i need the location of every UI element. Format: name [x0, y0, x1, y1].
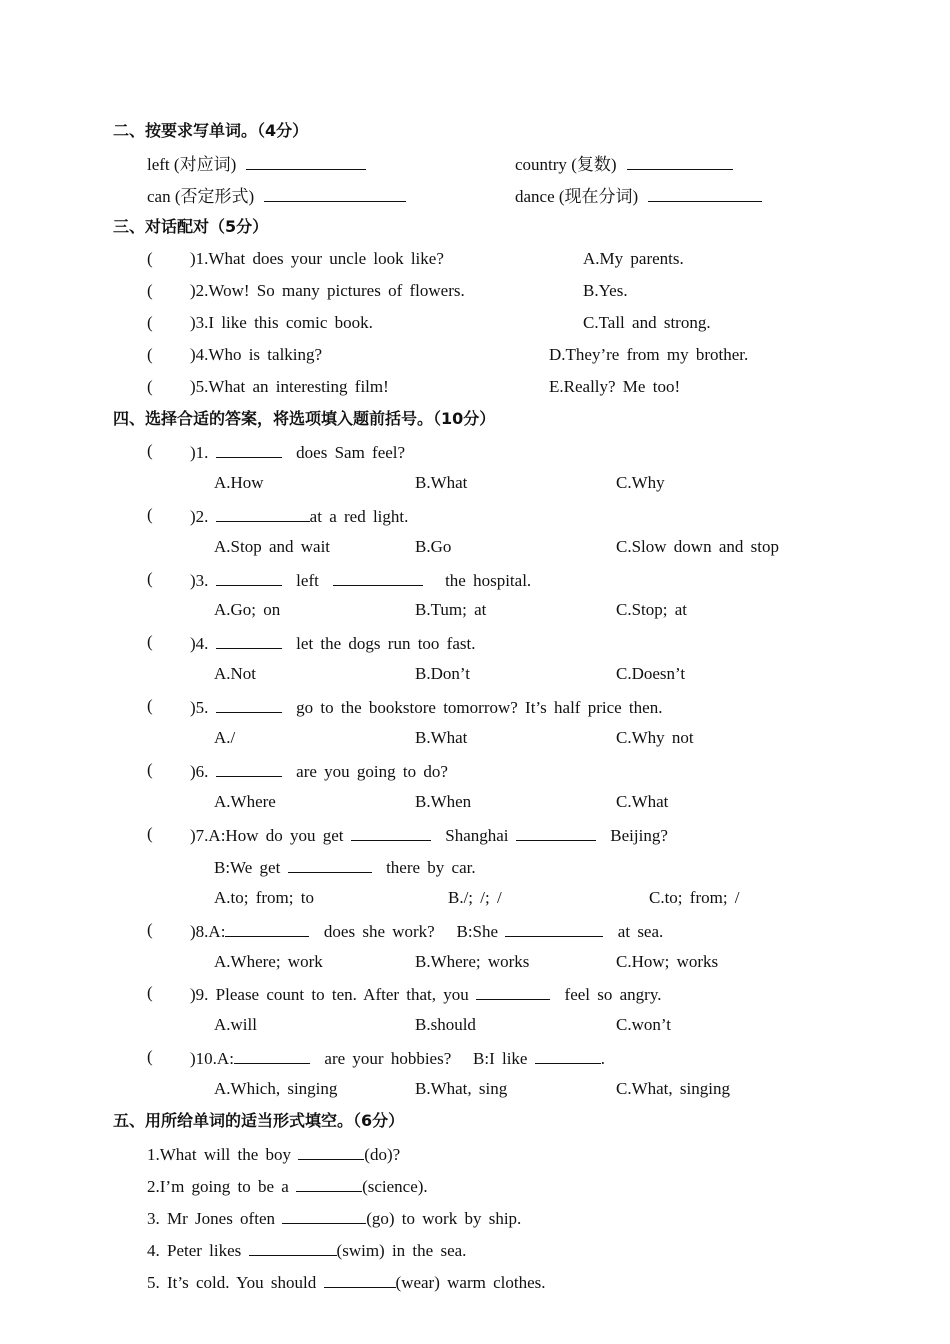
answer-blank[interactable]	[333, 568, 423, 586]
s3-answer-a: A.My parents.	[583, 249, 684, 268]
s4-q4: )4. let the dogs run too fast.	[190, 631, 475, 655]
s4-q3-opt-b: B.Tum; at	[415, 600, 487, 619]
paren-open[interactable]: (	[147, 824, 153, 843]
answer-blank[interactable]	[351, 823, 431, 841]
paren-open[interactable]: (	[147, 632, 153, 651]
section3-title: 三、对话配对（5分）	[113, 217, 269, 236]
answer-blank[interactable]	[216, 631, 282, 649]
paren-open[interactable]: (	[147, 983, 153, 1002]
s4-q10: )10.A: are your hobbies? B:I like .	[190, 1046, 605, 1070]
s4-q10-opt-a: A.Which, singing	[214, 1079, 338, 1098]
s4-q9-opt-a: A.will	[214, 1015, 257, 1034]
answer-blank[interactable]	[627, 152, 733, 170]
s4-q6-opt-a: A.Where	[214, 792, 276, 811]
s4-q10-opt-c: C.What, singing	[616, 1079, 730, 1098]
paren-open[interactable]: (	[147, 569, 153, 588]
answer-blank[interactable]	[476, 982, 550, 1000]
answer-blank[interactable]	[648, 184, 762, 202]
s4-q9-opt-b: B.should	[415, 1015, 476, 1034]
section2-title: 二、按要求写单词。（4分）	[113, 121, 309, 140]
s4-q1-opt-a: A.How	[214, 473, 264, 492]
answer-blank[interactable]	[225, 919, 309, 937]
s3-question-5: )5.What an interesting film!	[190, 377, 389, 396]
paren-open[interactable]: (	[147, 1047, 153, 1066]
answer-blank[interactable]	[216, 568, 282, 586]
section4-title: 四、选择合适的答案，将选项填入题前括号。（10分）	[113, 409, 496, 428]
s4-q4-opt-b: B.Don’t	[415, 664, 470, 683]
s4-q10-opt-b: B.What, sing	[415, 1079, 508, 1098]
s4-q7-line2: B:We get there by car.	[214, 855, 476, 879]
answer-blank[interactable]	[505, 919, 603, 937]
paren-open[interactable]: (	[147, 760, 153, 779]
answer-blank[interactable]	[216, 759, 282, 777]
s3-question-4: )4.Who is talking?	[190, 345, 323, 364]
s2-item-can: can (否定形式)	[147, 184, 406, 208]
s5-item-4: 4. Peter likes (swim) in the sea.	[147, 1238, 466, 1262]
s4-q8-opt-c: C.How; works	[616, 952, 719, 971]
s4-q8-opt-a: A.Where; work	[214, 952, 323, 971]
answer-blank[interactable]	[535, 1046, 601, 1064]
answer-blank[interactable]	[216, 695, 282, 713]
s4-q4-opt-a: A.Not	[214, 664, 257, 683]
s2-item-dance: dance (现在分词)	[515, 184, 762, 208]
s4-q3-opt-c: C.Stop; at	[616, 600, 688, 619]
s4-q1-opt-c: C.Why	[616, 473, 665, 492]
section5-title: 五、用所给单词的适当形式填空。（6分）	[113, 1111, 405, 1130]
s4-q1: )1. does Sam feel?	[190, 440, 405, 464]
paren-open[interactable]: (	[147, 313, 153, 332]
s4-q2-opt-b: B.Go	[415, 537, 452, 556]
s4-q4-opt-c: C.Doesn’t	[616, 664, 686, 683]
s4-q9: )9. Please count to ten. After that, you feel so angry.	[190, 982, 662, 1006]
answer-blank[interactable]	[282, 1206, 366, 1224]
answer-blank[interactable]	[324, 1270, 396, 1288]
s5-item-1: 1.What will the boy (do)?	[147, 1142, 400, 1166]
s4-q8-opt-b: B.Where; works	[415, 952, 530, 971]
s4-q7-opt-c: C.to; from; /	[649, 888, 740, 907]
s4-q7-opt-a: A.to; from; to	[214, 888, 314, 907]
s3-answer-c: C.Tall and strong.	[583, 313, 711, 332]
answer-blank[interactable]	[216, 504, 310, 522]
answer-blank[interactable]	[296, 1174, 362, 1192]
s4-q7: )7.A:How do you get Shanghai Beijing?	[190, 823, 668, 847]
s3-answer-b: B.Yes.	[583, 281, 628, 300]
s4-q8: )8.A: does she work? B:She at sea.	[190, 919, 663, 943]
s4-q6: )6. are you going to do?	[190, 759, 448, 783]
paren-open[interactable]: (	[147, 505, 153, 524]
answer-blank[interactable]	[246, 152, 366, 170]
s4-q6-opt-b: B.When	[415, 792, 472, 811]
paren-open[interactable]: (	[147, 345, 153, 364]
paren-open[interactable]: (	[147, 377, 153, 396]
s3-answer-d: D.They’re from my brother.	[549, 345, 749, 364]
answer-blank[interactable]	[249, 1238, 337, 1256]
s4-q2-opt-a: A.Stop and wait	[214, 537, 331, 556]
s4-q3-opt-a: A.Go; on	[214, 600, 281, 619]
s5-item-2: 2.I’m going to be a (science).	[147, 1174, 428, 1198]
paren-open[interactable]: (	[147, 441, 153, 460]
s3-question-3: )3.I like this comic book.	[190, 313, 373, 332]
paren-open[interactable]: (	[147, 696, 153, 715]
s3-answer-e: E.Really? Me too!	[549, 377, 681, 396]
s2-item-left: left (对应词)	[147, 152, 366, 176]
s4-q5-opt-c: C.Why not	[616, 728, 694, 747]
s5-item-3: 3. Mr Jones often (go) to work by ship.	[147, 1206, 521, 1230]
s4-q5-opt-b: B.What	[415, 728, 468, 747]
s4-q5-opt-a: A./	[214, 728, 236, 747]
s4-q9-opt-c: C.won’t	[616, 1015, 671, 1034]
s4-q2: )2. at a red light.	[190, 504, 408, 528]
s4-q1-opt-b: B.What	[415, 473, 468, 492]
s3-question-1: )1.What does your uncle look like?	[190, 249, 444, 268]
s4-q7-opt-b: B./; /; /	[448, 888, 502, 907]
s4-q2-opt-c: C.Slow down and stop	[616, 537, 779, 556]
answer-blank[interactable]	[288, 855, 372, 873]
answer-blank[interactable]	[264, 184, 406, 202]
s3-question-2: )2.Wow! So many pictures of flowers.	[190, 281, 465, 300]
s2-item-country: country (复数)	[515, 152, 733, 176]
paren-open[interactable]: (	[147, 249, 153, 268]
answer-blank[interactable]	[234, 1046, 310, 1064]
paren-open[interactable]: (	[147, 281, 153, 300]
s4-q3: )3. left the hospital.	[190, 568, 531, 592]
s5-item-5: 5. It’s cold. You should (wear) warm clothes.	[147, 1270, 546, 1294]
answer-blank[interactable]	[216, 440, 282, 458]
s4-q5: )5. go to the bookstore tomorrow? It’s half price then.	[190, 695, 662, 719]
s4-q6-opt-c: C.What	[616, 792, 669, 811]
paren-open[interactable]: (	[147, 920, 153, 939]
answer-blank[interactable]	[516, 823, 596, 841]
answer-blank[interactable]	[298, 1142, 364, 1160]
